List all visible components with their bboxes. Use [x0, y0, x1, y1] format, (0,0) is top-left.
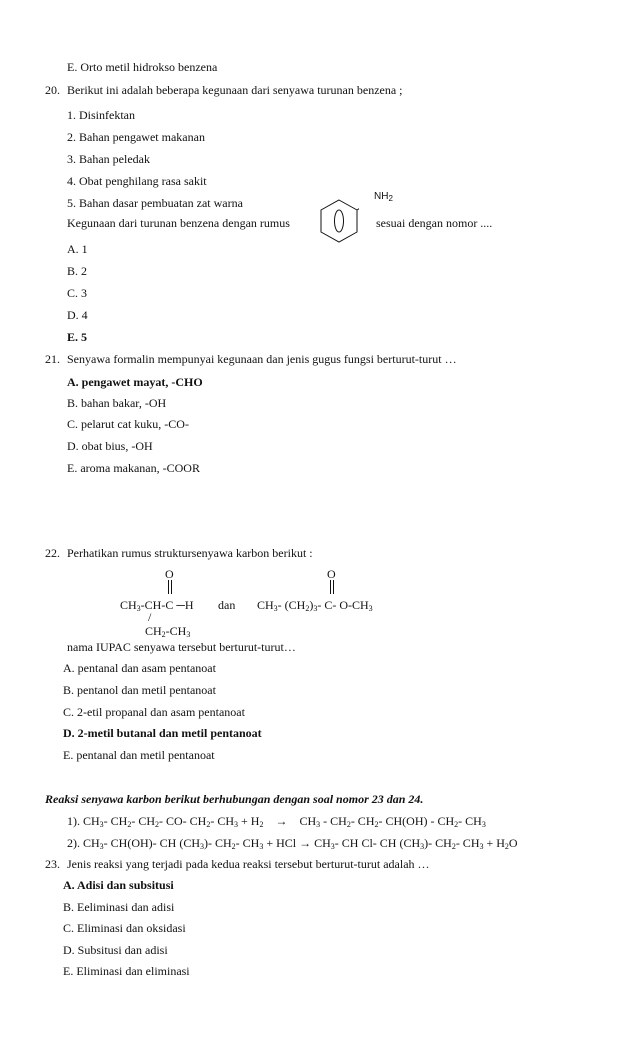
q21-option-b: B. bahan bakar, -OH [67, 396, 167, 410]
q21-question: Senyawa formalin mempunyai kegunaan dan jenis gugus fungsi berturut-turut … [67, 352, 457, 366]
q20-item-4: 4. Obat penghilang rasa sakit [67, 174, 207, 188]
q20-prompt-right: sesuai dengan nomor .... [376, 216, 493, 230]
q21-number: 21. [45, 352, 60, 366]
q20-number: 20. [45, 83, 60, 97]
q23-intro: Reaksi senyawa karbon berikut berhubungan dengan soal nomor 23 dan 24. [45, 792, 424, 806]
q20-answer: E. 5 [67, 330, 88, 344]
q22-answer: D. 2-metil butanal dan metil pentanoat [63, 726, 262, 740]
nh2-label: $NH_2$ [374, 191, 393, 203]
q23-option-d: D. Subsitusi dan adisi [63, 943, 168, 957]
double-bond-right [330, 580, 334, 594]
reaction-1: 1). $CH_3-$ $CH_2-$ $CH_2-$ CO- $CH_2-$ $CH_3 + H_2$ → $CH_3 - CH_2-$ $CH_2-$ $CH(OH) - CH_2-$ $CH_3$ [67, 814, 486, 829]
q22-question: Perhatikan rumus struktursenyawa karbon berikut : [67, 546, 313, 560]
benzene-ring-icon [319, 199, 359, 243]
q22-option-e: E. pentanal dan metil pentanoat [63, 748, 215, 762]
q23-option-b: B. Eeliminasi dan adisi [63, 900, 175, 914]
reaction-2: 2). $CH_3-$ CH(OH)- CH $(CH_3)-$ $CH_2-$ $CH_3$ + HCl → $CH_3-$ CH Cl- CH $(CH_3)-$ $CH_2-$ $CH_3 + H_2O$ [67, 836, 518, 851]
q20-option-c: C. 3 [67, 286, 88, 300]
q22-prompt: nama IUPAC senyawa tersebut berturut-turut… [67, 640, 296, 654]
q19-option-e: E. Orto metil hidrokso benzena [67, 60, 218, 74]
q20-question: Berikut ini adalah beberapa kegunaan dari senyawa turunan benzena ; [67, 83, 403, 97]
q21-option-e: E. aroma makanan, -COOR [67, 461, 200, 475]
q22-option-a: A. pentanal dan asam pentanoat [63, 661, 216, 675]
formula-aldehyde: $CH_3-CH-C$ ─H [120, 598, 194, 613]
branch-ethyl: $CH_2-CH_3$ [145, 624, 191, 639]
q22-option-c: C. 2-etil propanal dan asam pentanoat [63, 705, 245, 719]
carbonyl-o-right: O [327, 567, 336, 581]
q20-prompt-left: Kegunaan dari turunan benzena dengan rumus [67, 216, 290, 230]
q20-option-d: D. 4 [67, 308, 88, 322]
double-bond-left [168, 580, 172, 594]
q21-option-d: D. obat bius, -OH [67, 439, 153, 453]
q20-item-3: 3. Bahan peledak [67, 152, 150, 166]
q20-item-2: 2. Bahan pengawet makanan [67, 130, 205, 144]
carbonyl-o-left: O [165, 567, 174, 581]
q23-answer: A. Adisi dan subsitusi [63, 878, 174, 892]
q21-option-c: C. pelarut cat kuku, -CO- [67, 417, 189, 431]
q22-number: 22. [45, 546, 60, 560]
q23-number: 23. [45, 857, 60, 871]
formula-ester: $CH_3-$ $(CH_2)_3-$ C- $O-CH_3$ [257, 598, 373, 613]
q22-option-b: B. pentanol dan metil pentanoat [63, 683, 216, 697]
q20-option-a: A. 1 [67, 242, 88, 256]
q23-option-e: E. Eliminasi dan eliminasi [63, 964, 190, 978]
q23-question: Jenis reaksi yang terjadi pada kedua reaksi tersebut berturut-turut adalah … [67, 857, 430, 871]
q20-option-b: B. 2 [67, 264, 88, 278]
q23-option-c: C. Eliminasi dan oksidasi [63, 921, 186, 935]
q21-answer: A. pengawet mayat, -CHO [67, 375, 203, 389]
q20-item-1: 1. Disinfektan [67, 108, 135, 122]
formula-dan: dan [218, 598, 236, 612]
branch-bond: / [148, 610, 152, 624]
q20-item-5: 5. Bahan dasar pembuatan zat warna [67, 196, 243, 210]
